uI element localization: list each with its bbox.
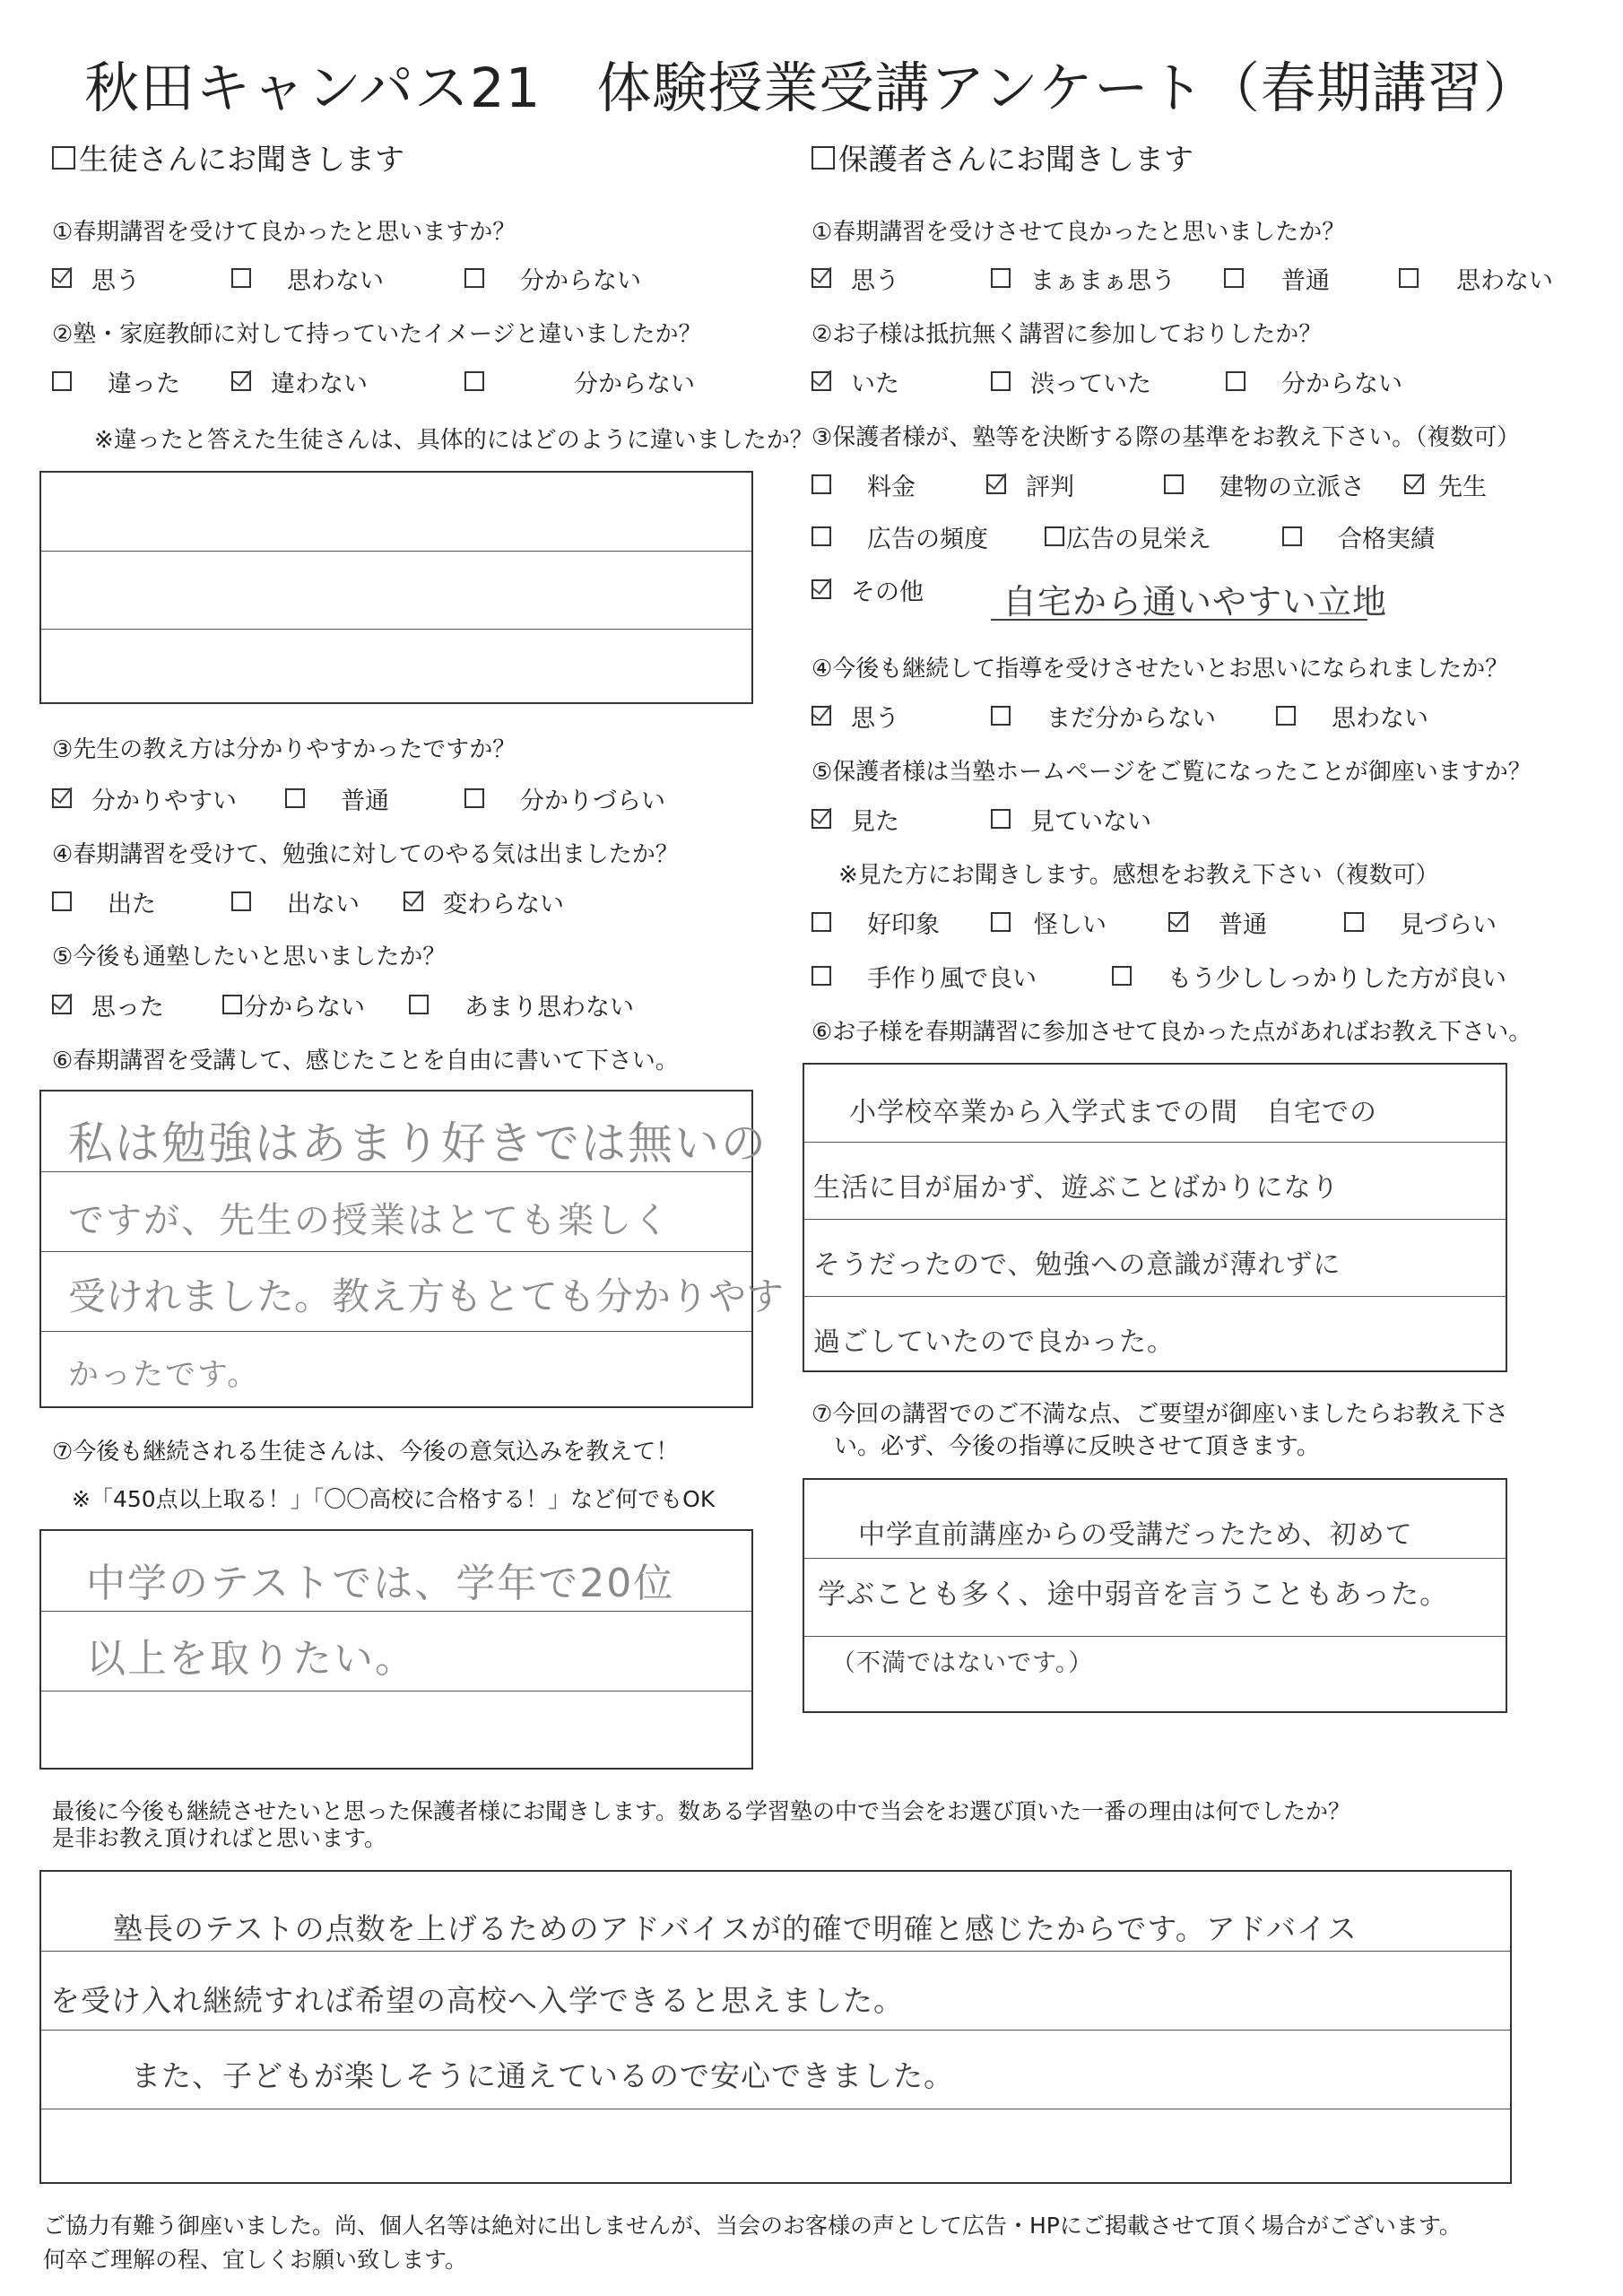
ruled-line bbox=[41, 1611, 751, 1612]
student-q2-text: ②塾・家庭教師に対して持っていたイメージと違いましたか？ bbox=[52, 321, 702, 348]
checkbox[interactable] bbox=[1344, 912, 1364, 932]
parent-q1-options bbox=[812, 260, 1553, 296]
parent-q4-option-3[interactable]: 思わない bbox=[1276, 699, 1428, 734]
checkbox[interactable] bbox=[52, 788, 72, 808]
handwritten-answer-line: を受け入れ継続すれば希望の高校へ入学できると思えました。 bbox=[50, 1983, 904, 2018]
checkbox[interactable] bbox=[231, 371, 251, 391]
handwritten-answer-line: かったです。 bbox=[68, 1357, 260, 1393]
checkbox[interactable] bbox=[52, 371, 72, 391]
parent-q2-text: ②お子様は抵抗無く講習に参加しておりしたか？ bbox=[812, 321, 1323, 348]
checkbox[interactable] bbox=[222, 995, 242, 1014]
ruled-line bbox=[804, 1142, 1506, 1143]
checkbox[interactable] bbox=[1164, 474, 1184, 494]
parent-q6-answer-box[interactable] bbox=[803, 1063, 1507, 1372]
checkbox[interactable] bbox=[812, 706, 831, 726]
student-q3-text: ③先生の教え方は分かりやすかったですか？ bbox=[52, 736, 516, 763]
parent-q2-options bbox=[812, 363, 1402, 399]
handwritten-answer-line: また、子どもが楽しそうに通えているので安心できました。 bbox=[131, 2058, 954, 2093]
ruled-line bbox=[41, 2030, 1510, 2031]
handwritten-answer-line: 私は勉強はあまり好きでは無いの bbox=[68, 1118, 768, 1170]
parent-q5-impression-suspicious[interactable]: 怪しい bbox=[991, 905, 1168, 940]
parent-q3-option-fee[interactable]: 料金 bbox=[812, 467, 986, 502]
checkbox[interactable] bbox=[991, 371, 1011, 391]
student-q4-options bbox=[52, 883, 564, 919]
parent-q5-impressions-row1 bbox=[812, 904, 1497, 940]
parent-q7-answer-box[interactable] bbox=[803, 1478, 1507, 1713]
parent-q5-options bbox=[812, 801, 1151, 837]
page-title: 秋田キャンパス21 体験授業受講アンケート（春期講習） bbox=[84, 57, 1539, 120]
student-q5-options bbox=[52, 987, 634, 1022]
student-q5-option-2[interactable]: 分からない bbox=[222, 987, 409, 1022]
checkbox[interactable] bbox=[409, 995, 429, 1014]
student-q2-note: ※違ったと答えた生徒さんは、具体的にはどのように違いましたか？ bbox=[94, 427, 813, 454]
student-q1-options bbox=[52, 260, 641, 296]
checkbox[interactable] bbox=[1224, 268, 1244, 288]
handwritten-answer-line: 以上を取りたい。 bbox=[86, 1636, 416, 1682]
student-q4-text: ④春期講習を受けて、勉強に対してのやる気は出ましたか？ bbox=[52, 841, 679, 868]
checkbox[interactable] bbox=[231, 891, 251, 911]
parent-heading-text: 保護者さんにお聞きします bbox=[838, 142, 1193, 177]
parent-q5-impression-normal[interactable]: 普通 bbox=[1168, 905, 1344, 940]
parent-q3-other-answer: 自宅から通いやすい立地 bbox=[1002, 582, 1388, 622]
checkbox[interactable] bbox=[1399, 268, 1419, 288]
ruled-line bbox=[804, 1219, 1506, 1220]
student-q5-option-3[interactable]: あまり思わない bbox=[409, 987, 634, 1022]
parent-q1-option-3[interactable]: 普通 bbox=[1224, 261, 1399, 296]
handwritten-answer-line: 中学直前講座からの受講だったため、初めて bbox=[858, 1519, 1413, 1551]
parent-q5-impression-more-solid[interactable]: もう少ししっかりした方が良い bbox=[1112, 959, 1506, 994]
student-q4-option-2[interactable]: 出ない bbox=[231, 884, 404, 919]
parent-q2-option-3[interactable]: 分からない bbox=[1226, 364, 1402, 399]
checkbox[interactable] bbox=[1045, 526, 1064, 546]
checkbox[interactable] bbox=[404, 891, 423, 911]
ruled-line bbox=[804, 1296, 1506, 1297]
checkbox[interactable] bbox=[464, 371, 484, 391]
student-q2-option-1[interactable]: 違った bbox=[52, 364, 231, 399]
checkbox[interactable] bbox=[1276, 706, 1296, 726]
checkbox[interactable] bbox=[986, 474, 1006, 494]
parent-q1-option-4[interactable]: 思わない bbox=[1399, 261, 1553, 296]
parent-q3-option-teacher[interactable]: 先生 bbox=[1404, 467, 1487, 502]
parent-q3-row1 bbox=[812, 466, 1487, 502]
checkbox[interactable] bbox=[812, 579, 831, 599]
checkbox[interactable] bbox=[812, 371, 831, 391]
student-q6-answer-box[interactable] bbox=[39, 1090, 785, 1408]
parent-q3-option-reputation[interactable]: 評判 bbox=[986, 467, 1164, 502]
ruled-line bbox=[41, 1251, 751, 1252]
student-section-heading bbox=[52, 136, 404, 178]
handwritten-answer-line: 受けれました。教え方もとても分かりやす bbox=[68, 1274, 785, 1318]
student-q3-options bbox=[52, 780, 665, 816]
parent-q3-row2 bbox=[812, 518, 1435, 554]
student-q6-text: ⑥春期講習を受講して、感じたことを自由に書いて下さい。 bbox=[52, 1048, 679, 1074]
checkbox[interactable] bbox=[812, 268, 831, 288]
student-q7-answer-box[interactable] bbox=[39, 1529, 753, 1770]
checkbox[interactable] bbox=[812, 809, 831, 829]
student-q2-option-2[interactable]: 違わない bbox=[231, 364, 464, 399]
ruled-line bbox=[41, 1951, 1510, 1952]
checkbox[interactable] bbox=[464, 788, 484, 808]
checkbox[interactable] bbox=[991, 912, 1011, 932]
checkbox[interactable] bbox=[52, 268, 72, 288]
student-q1-option-3[interactable]: 分からない bbox=[464, 261, 641, 296]
student-q3-option-3[interactable]: 分かりづらい bbox=[464, 781, 665, 816]
footer-line1: ご協力有難う御座いました。尚、個人名等は絶対に出しませんが、当会のお客様の声として広告・HPにご掲載させて頂く場合がございます。 bbox=[43, 2213, 1462, 2239]
parent-q3-option-other[interactable]: その他 bbox=[812, 572, 924, 607]
parent-q2-option-1[interactable]: いた bbox=[812, 364, 991, 399]
parent-q5-impression-handmade[interactable]: 手作り風で良い bbox=[812, 959, 1112, 994]
parent-q4-option-1[interactable]: 思う bbox=[812, 699, 991, 734]
handwritten-answer-line: 学ぶことも多く、途中弱音を言うこともあった。 bbox=[818, 1578, 1449, 1611]
parent-q5-text: ⑤保護者様は当塾ホームページをご覧になったことが御座いますか？ bbox=[812, 759, 1532, 786]
checkbox[interactable] bbox=[52, 891, 72, 911]
student-q7-note: ※「450点以上取る！」「〇〇高校に合格する！」など何でもOK bbox=[72, 1486, 716, 1512]
checkbox[interactable] bbox=[1226, 371, 1245, 391]
parent-q4-text: ④今後も継続して指導を受けさせたいとお思いになられましたか？ bbox=[812, 656, 1509, 683]
checkbox[interactable] bbox=[991, 268, 1011, 288]
handwritten-answer-line: 過ごしていたので良かった。 bbox=[813, 1326, 1175, 1358]
checkbox[interactable] bbox=[812, 912, 831, 932]
student-section-checkbox[interactable] bbox=[52, 146, 75, 170]
parent-q3-option-ad-appearance[interactable]: 広告の見栄え bbox=[1045, 519, 1282, 554]
parent-q3-option-ad-frequency[interactable]: 広告の頻度 bbox=[812, 519, 1045, 554]
parent-q3-option-results[interactable]: 合格実績 bbox=[1282, 519, 1435, 554]
parent-q5-option-2[interactable]: 見ていない bbox=[991, 802, 1151, 837]
parent-q5-impression-good[interactable]: 好印象 bbox=[812, 905, 991, 940]
student-q5-option-1[interactable]: 思った bbox=[52, 987, 222, 1022]
student-q3-option-2[interactable]: 普通 bbox=[285, 781, 464, 816]
student-q2-options bbox=[52, 363, 695, 399]
handwritten-answer-line: 小学校卒業から入学式までの間 自宅での bbox=[849, 1097, 1377, 1128]
parent-q6-text: ⑥お子様を春期講習に参加させて良かった点があればお教え下さい。 bbox=[812, 1019, 1532, 1046]
parent-q3-text: ③保護者様が、塾等を決断する際の基準をお教え下さい。（複数可） bbox=[812, 424, 1521, 451]
parent-q3-row3 bbox=[812, 571, 924, 607]
handwritten-answer-line: 塾長のテストの点数を上げるためのアドバイスが的確で明確と感じたからです。アドバイス bbox=[113, 1911, 1358, 1946]
parent-q2-option-2[interactable]: 渋っていた bbox=[991, 364, 1226, 399]
parent-section-checkbox[interactable] bbox=[812, 146, 835, 170]
checkbox[interactable] bbox=[812, 474, 831, 494]
parent-q3-option-building[interactable]: 建物の立派さ bbox=[1164, 467, 1404, 502]
checkbox[interactable] bbox=[812, 526, 831, 546]
student-q5-text: ⑤今後も通塾したいと思いましたか？ bbox=[52, 944, 447, 970]
student-q3-option-1[interactable]: 分かりやすい bbox=[52, 781, 285, 816]
student-q7-text: ⑦今後も継続される生徒さんは、今後の意気込みを教えて！ bbox=[52, 1439, 680, 1465]
checkbox[interactable] bbox=[231, 268, 251, 288]
handwritten-answer-line: 中学のテストでは、学年で20位 bbox=[86, 1561, 675, 1606]
checkbox[interactable] bbox=[991, 706, 1011, 726]
student-q4-option-3[interactable]: 変わらない bbox=[404, 884, 564, 919]
ruled-line bbox=[41, 551, 751, 552]
student-q1-option-2[interactable]: 思わない bbox=[231, 261, 464, 296]
handwritten-answer-line: ですが、先生の授業はとても楽しく bbox=[68, 1200, 671, 1241]
handwritten-answer-line: そうだったので、勉強への意識が薄れずに bbox=[813, 1249, 1341, 1281]
parent-q4-option-2[interactable]: まだ分からない bbox=[991, 699, 1276, 734]
ruled-line bbox=[41, 1331, 751, 1332]
parent-q1-option-1[interactable]: 思う bbox=[812, 261, 991, 296]
checkbox[interactable] bbox=[1112, 966, 1132, 986]
final-question-line1: 最後に今後も継続させたいと思った保護者様にお聞きします。数ある学習塾の中で当会をお選び頂いた一番の理由は何でしたか？ bbox=[52, 1798, 1351, 1824]
student-q2-answer-box[interactable] bbox=[39, 471, 753, 704]
checkbox[interactable] bbox=[464, 268, 484, 288]
checkbox[interactable] bbox=[1168, 912, 1188, 932]
parent-q4-options bbox=[812, 698, 1428, 734]
parent-q5-impression-hard-to-read[interactable]: 見づらい bbox=[1344, 905, 1497, 940]
checkbox[interactable] bbox=[285, 788, 305, 808]
checkbox[interactable] bbox=[991, 809, 1011, 829]
final-answer-box[interactable] bbox=[39, 1870, 1512, 2184]
checkbox[interactable] bbox=[1404, 474, 1424, 494]
footer-line2: 何卒ご理解の程、宜しくお願い致します。 bbox=[43, 2247, 468, 2273]
ruled-line bbox=[804, 1558, 1506, 1559]
ruled-line bbox=[41, 629, 751, 630]
checkbox[interactable] bbox=[1282, 526, 1302, 546]
final-question-line2: 是非お教え頂ければと思います。 bbox=[52, 1825, 387, 1851]
parent-q7-text-line2: い。必ず、今後の指導に反映させて頂きます。 bbox=[834, 1433, 1320, 1460]
checkbox[interactable] bbox=[52, 995, 72, 1014]
parent-q5-note: ※見た方にお聞きします。感想をお教え下さい（複数可） bbox=[838, 862, 1439, 889]
parent-q5-option-1[interactable]: 見た bbox=[812, 802, 991, 837]
parent-section-heading bbox=[812, 136, 1193, 178]
handwritten-answer-line: 生活に目が届かず、遊ぶことばかりになり bbox=[813, 1172, 1340, 1204]
parent-q5-impressions-row2 bbox=[812, 958, 1506, 994]
parent-q7-text-line1: ⑦今回の講習でのご不満な点、ご要望が御座いましたらお教え下さ bbox=[812, 1401, 1509, 1428]
student-q1-option-1[interactable]: 思う bbox=[52, 261, 231, 296]
parent-q1-text: ①春期講習を受けさせて良かったと思いましたか？ bbox=[812, 219, 1346, 246]
ruled-line bbox=[804, 1636, 1506, 1637]
student-q2-option-3[interactable]: 分からない bbox=[464, 364, 695, 399]
student-q1-text: ①春期講習を受けて良かったと思いますか？ bbox=[52, 219, 516, 246]
student-heading-text: 生徒さんにお聞きします bbox=[79, 142, 404, 177]
handwritten-answer-line: （不満ではないです。） bbox=[831, 1649, 1094, 1677]
parent-q1-option-2[interactable]: まぁまぁ思う bbox=[991, 261, 1224, 296]
student-q4-option-1[interactable]: 出た bbox=[52, 884, 231, 919]
ruled-line bbox=[41, 1691, 751, 1692]
checkbox[interactable] bbox=[812, 966, 831, 986]
